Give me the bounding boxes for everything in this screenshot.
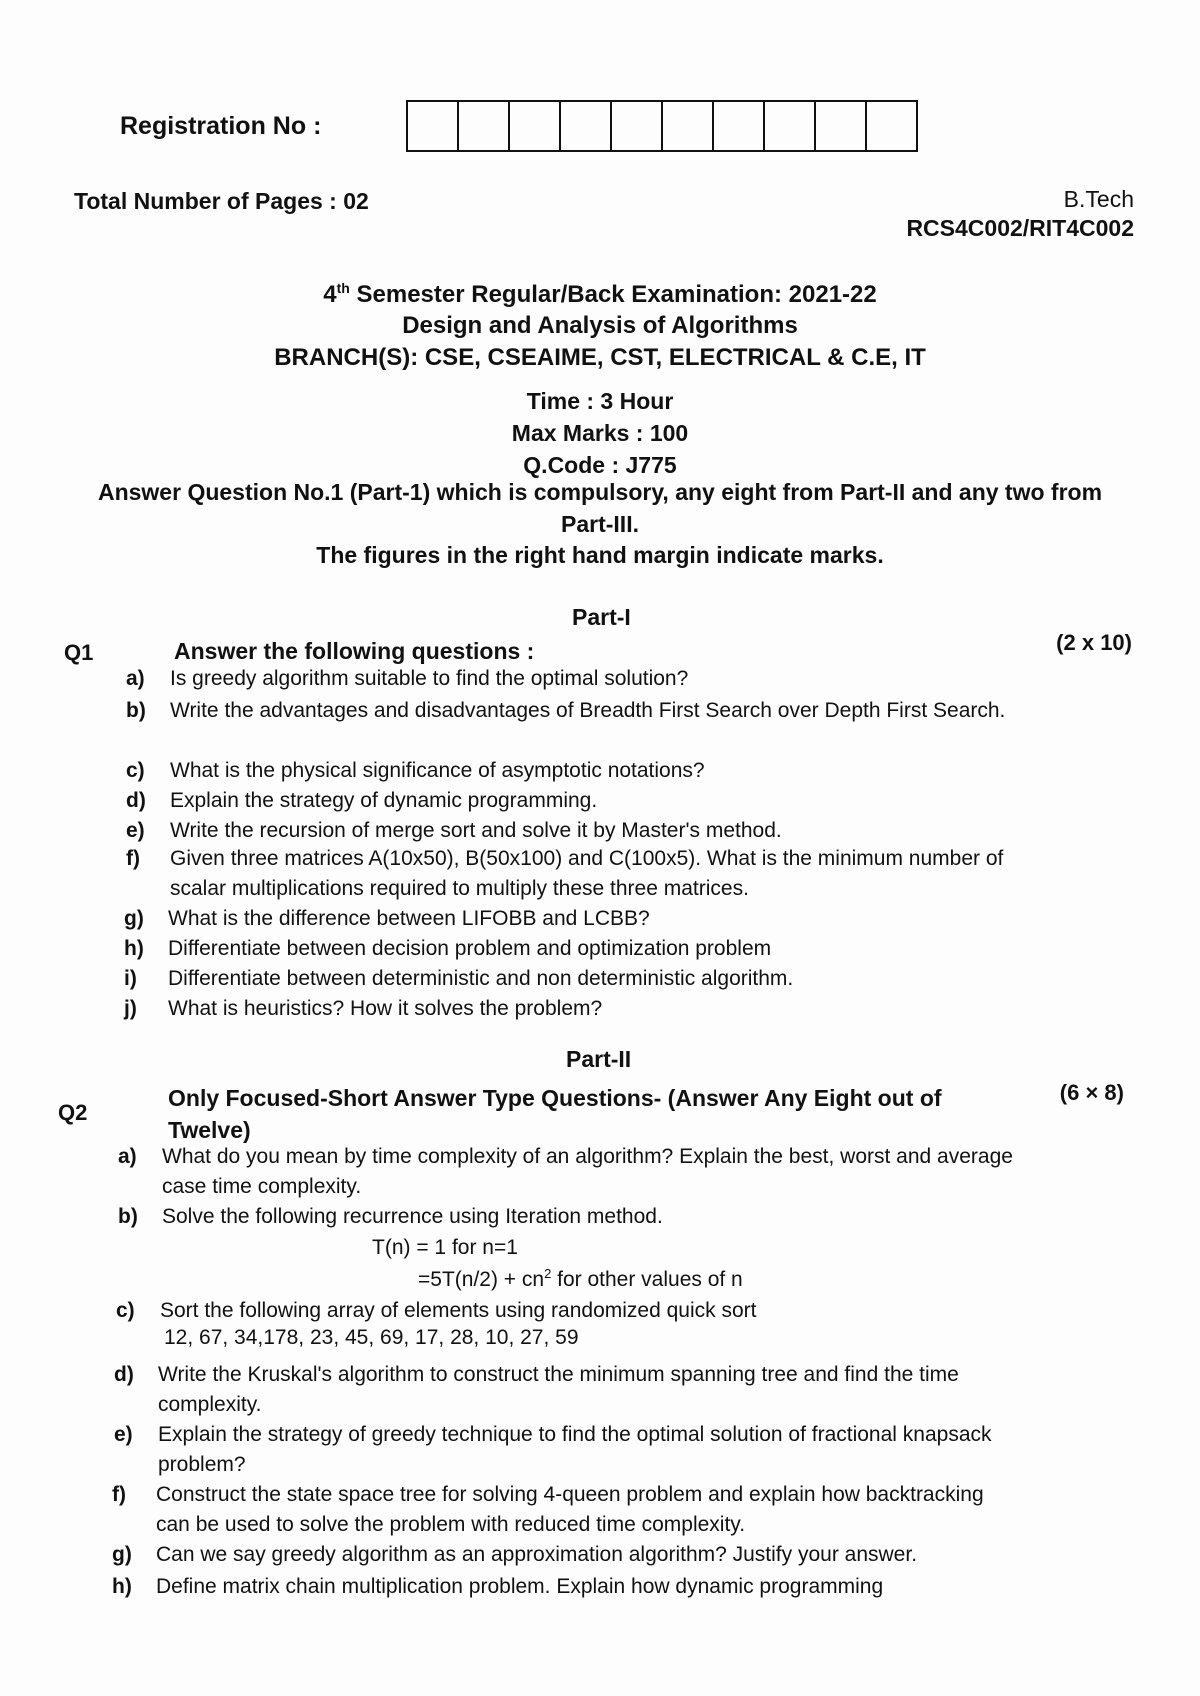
item-label: c) [126,759,145,782]
max-marks: Max Marks : 100 [511,420,689,446]
item-label: g) [112,1543,132,1566]
instructions: Answer Question No.1 (Part-1) which is compulsory, any eight from Part-II and any two from Part-III. [97,479,1103,537]
item-label: g) [124,907,144,930]
registration-digit-box[interactable] [457,100,510,152]
question-1-heading: Answer the following questions : [174,638,535,664]
item-text: Sort the following array of elements using randomized quick sort [160,1299,757,1322]
item-text: Differentiate between deterministic and non deterministic algorithm. [168,967,794,990]
item-text: Write the recursion of merge sort and solve it by Master's method. [170,819,782,842]
part-1-title: Part-I [572,604,631,630]
item-text: Solve the following recurrence using Iteration method. [162,1205,663,1228]
semester-suffix: th [336,280,350,296]
item-text: Can we say greedy algorithm as an approximation algorithm? Justify your answer. [156,1543,918,1566]
item-text: Write the advantages and disadvantages of Breadth First Search over Depth First Search. [170,699,1006,722]
exam-title-text: Semester Regular/Back Examination: 2021-22 [356,281,877,308]
item-label: c) [116,1299,135,1322]
recurrence-line-2-main: =5T(n/2) + cn [418,1268,545,1291]
recurrence-exponent: 2 [544,1266,552,1281]
item-text: Differentiate between decision problem and optimization problem [168,937,772,960]
item-label: h) [112,1575,132,1598]
item-text: Is greedy algorithm suitable to find the optimal solution? [170,667,689,690]
item-label: j) [124,997,137,1020]
item-text: What do you mean by time complexity of an algorithm? Explain the best, worst and average case time complexity. [162,1145,1013,1198]
degree-label: B.Tech [1063,186,1134,212]
item-label: i) [124,967,137,990]
item-text: What is the difference between LIFOBB and LCBB? [168,907,650,930]
exam-title [0,280,1200,309]
subject-title: Design and Analysis of Algorithms [402,312,798,339]
item-label: d) [114,1363,134,1386]
item-text: Explain the strategy of greedy technique to find the optimal solution of fractional knapsack problem? [158,1423,992,1476]
item-text: Construct the state space tree for solving 4-queen problem and explain how backtracking can be used to solve the problem with reduced time complexity. [156,1483,984,1536]
item-text: Explain the strategy of dynamic programming. [170,789,598,812]
registration-digit-box[interactable] [661,100,714,152]
question-1-marks: (2 x 10) [1056,630,1132,655]
question-1-number: Q1 [64,640,94,665]
item-text: Given three matrices A(10x50), B(50x100) and C(100x5). What is the minimum number of scalar multiplications required to multiply these three matrices. [170,847,1004,900]
registration-digit-box[interactable] [865,100,918,152]
item-label: d) [126,789,146,812]
exam-time: Time : 3 Hour [526,388,674,414]
recurrence-line-2-rest: for other values of n [551,1268,743,1291]
figures-note: The figures in the right hand margin indicate marks. [316,542,884,568]
recurrence-line-2 [418,1266,743,1292]
array-values: 12, 67, 34,178, 23, 45, 69, 17, 28, 10, 27, 59 [164,1326,579,1349]
item-text: What is heuristics? How it solves the problem? [168,997,603,1020]
registration-digit-box[interactable] [712,100,765,152]
item-label: e) [126,819,145,842]
item-text: What is the physical significance of asymptotic notations? [170,759,705,782]
item-label: f) [126,847,140,870]
branches: BRANCH(S): CSE, CSEAIME, CST, ELECTRICAL & C.E, IT [274,344,926,371]
question-2-heading: Only Focused-Short Answer Type Questions- (Answer Any Eight out of Twelve) [168,1085,942,1143]
question-2-number: Q2 [58,1100,88,1125]
item-text: Write the Kruskal's algorithm to construct the minimum spanning tree and find the time complexity. [158,1363,959,1416]
question-2-marks: (6 × 8) [1059,1080,1124,1105]
item-label: a) [118,1145,137,1168]
semester-number: 4 [323,281,337,308]
recurrence-line-1: T(n) = 1 for n=1 [372,1236,518,1259]
question-code: Q.Code : J775 [523,452,677,478]
item-label: f) [112,1483,126,1506]
registration-digit-box[interactable] [610,100,663,152]
item-label: b) [118,1205,138,1228]
part-2-title: Part-II [566,1046,632,1072]
registration-number-boxes[interactable] [408,100,918,152]
registration-digit-box[interactable] [508,100,561,152]
item-text: Define matrix chain multiplication problem. Explain how dynamic programming [156,1575,884,1598]
item-label: h) [124,937,144,960]
registration-digit-box[interactable] [406,100,459,152]
course-code: RCS4C002/RIT4C002 [906,215,1134,241]
registration-digit-box[interactable] [559,100,612,152]
item-label: b) [126,699,146,722]
registration-label: Registration No : [120,112,322,140]
registration-digit-box[interactable] [763,100,816,152]
item-label: a) [126,667,145,690]
total-pages: Total Number of Pages : 02 [74,188,369,214]
item-label: e) [114,1423,133,1446]
registration-digit-box[interactable] [814,100,867,152]
